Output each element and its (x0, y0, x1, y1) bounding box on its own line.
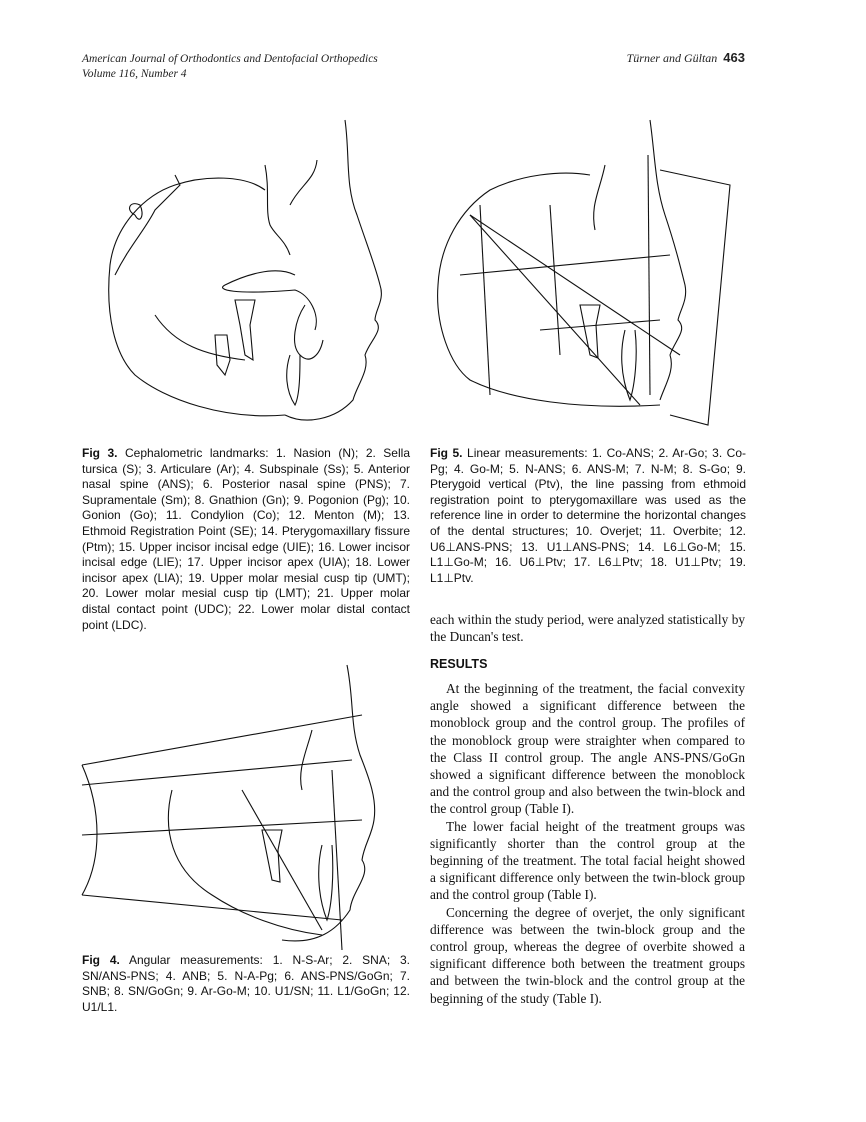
fig4-caption (82, 953, 410, 1015)
fig3-caption (82, 446, 410, 633)
volume-info: Volume 116, Number 4 (82, 68, 187, 80)
fig5-linear-measurements-tracing (430, 115, 745, 435)
results-paragraph: At the beginning of the treatment, the facial convexity angle showed a significant difference between the monoblock group and the control group. The profiles of the monoblock group were straighter when compared to the Class II control group. The angle ANS-PNS/GoGn showed a significant difference between the monoblock and the control group and also between the twin-block and the control group (Table I). (430, 681, 745, 817)
results-paragraph: The lower facial height of the treatment groups was significantly shorter than the control group at the beginning of the treatment. The total facial height showed a significant difference only between the twin-block group and the control group (Table I). (430, 818, 745, 903)
fig5-caption-text: Linear measurements: 1. Co-ANS; 2. Ar-Go; 3. Co-Pg; 4. Go-M; 5. N-ANS; 6. ANS-M; 7. N-M; 8. S-Go; 9. Pterygoid vertical (Ptv), the line passing from ethmoid registration point to pterygomaxillare was used as the reference line in order to determine the horizontal changes of the dental structures; 10. Overjet; 11. Overbite; 12. U6⊥ANS-PNS; 13. U1⊥ANS-PNS; 14. L6⊥Go-M; 15. L1⊥Go-M; 16. U6⊥Ptv; 17. L6⊥Ptv; 18. U1⊥Ptv; 19. L1⊥Ptv. (430, 446, 746, 585)
fig3-caption-text: Cephalometric landmarks: 1. Nasion (N); 2. Sella tursica (S); 3. Articulare (Ar); 4. Subspinale (Ss); 5. Anterior nasal spine (ANS); 6. Posterior nasal spine (PNS); 7. Supramentale (Sm); 8. Gnathion (Gn); 9. Pogonion (Pg); 10. Gonion (Go); 11. Condylion (Co); 12. Menton (M); 13. Ethmoid Registration Point (SE); 14. Pterygomaxillary fissure (Ptm); 15. Upper incisor incisal edge (UIE); 16. Lower incisor incisal edge (LIE); 17. Upper incisor apex (UIA); 18. Lower incisor apex (LIA); 19. Upper molar mesial cusp tip (UMT); 20. Lower molar mesial cusp tip (LMT); 21. Upper molar distal contact point (UDC); 22. Lower molar distal contact point (LDC). (82, 446, 410, 632)
fig3-label: Fig 3. (82, 446, 118, 460)
fig4-caption-text: Angular measurements: 1. N-S-Ar; 2. SNA; 3. SN/ANS-PNS; 4. ANB; 5. N-A-Pg; 6. ANS-PNS/GoGn; 7. SNB; 8. SN/GoGn; 9. Ar-Go-M; 10. U1/SN; 11. L1/GoGn; 12. U1/L1. (82, 953, 411, 1014)
fig4-label: Fig 4. (82, 953, 120, 967)
fig5-caption (430, 446, 746, 586)
fig3-cephalometric-tracing (95, 115, 405, 435)
running-header (82, 52, 378, 82)
results-text (430, 680, 745, 1007)
results-paragraph: Concerning the degree of overjet, the only significant difference was between the twin-block group and the control group, whereas the degree of overbite showed a significant difference both between the treatment groups and between the twin-block and the control group at the beginning of the study (Table I). (430, 904, 745, 1006)
authors: Türner and Gültan (626, 51, 718, 65)
journal-title: American Journal of Orthodontics and Dentofacial Orthopedics (82, 53, 378, 65)
continuation-paragraph: each within the study period, were analyzed statistically by the Duncan's test. (430, 612, 745, 645)
fig5-label: Fig 5. (430, 446, 463, 460)
fig4-angular-measurements-tracing (82, 660, 412, 950)
section-heading-results: RESULTS (430, 657, 488, 671)
page-number: 463 (723, 50, 745, 65)
running-header-right (627, 50, 745, 66)
continuation-text (430, 611, 745, 645)
